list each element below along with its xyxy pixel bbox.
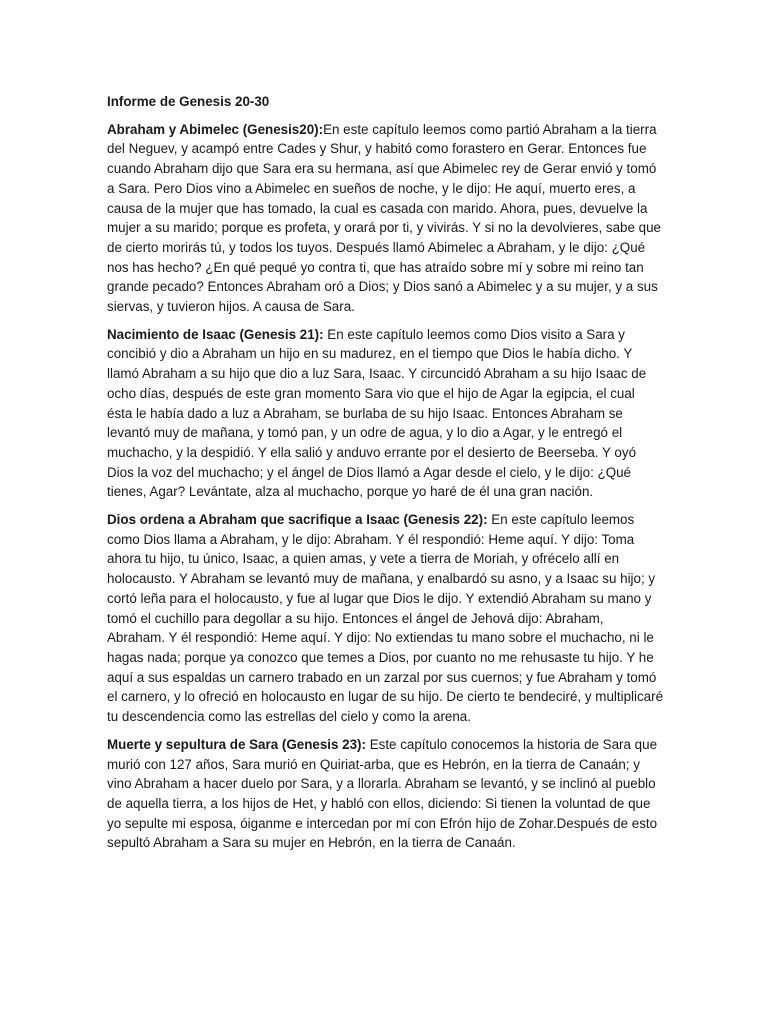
section-heading: Abraham y Abimelec (Genesis20):	[107, 121, 324, 137]
section-body: En este capítulo leemos como partió Abraham a la tierra del Neguev, y acampó entre Cades y Shur, y habitó como forastero en Gerar. Entonces fue cuando Abraham dijo que Sara era su hermana, así que Abimelec rey de Gerar envió y tomó a Sara. Pero Dios vino a Abimelec en sueños de noche, y le dijo: He aquí, muerto eres, a causa de la mujer que has tomado, la cual es casada con marido. Ahora, pues, devuelve la mujer a su marido; porque es profeta, y orará por ti, y vivirás. Y si no la devolvieres, sabe que de cierto morirás tú, y todos los tuyos. Después llamó Abimelec a Abraham, y le dijo: ¿Qué nos has hecho? ¿En qué pequé yo contra ti, que has atraído sobre mí y sobre mi reino tan grande pecado? Entonces Abraham oró a Dios; y Dios sanó a Abimelec y a su mujer, y a sus siervas, y tuvieron hijos. A causa de Sara.	[107, 121, 662, 315]
section-body: Este capítulo conocemos la historia de Sara que murió con 127 años, Sara murió en Quiriat-arba, que es Hebrón, en la tierra de Canaán; y vino Abraham a hacer duelo por Sara, y a llorarla. Abraham se levantó, y se inclinó al pueblo de aquella tierra, a los hijos de Het, y habló con ellos, diciendo: Si tienen la voluntad de que yo sepulte mi esposa, óiganme e intercedan por mí con Efrón hijo de Zohar.Después de esto sepultó Abraham a Sara su mujer en Hebrón, en la tierra de Canaán.	[107, 736, 658, 851]
document-title: Informe de Genesis 20-30	[107, 94, 270, 109]
section-body: En este capítulo leemos como Dios visito a Sara y concibió y dio a Abraham un hijo en su madurez, en el tiempo que Dios le había dicho. Y llamó Abraham a su hijo que dio a luz Sara, Isaac. Y circuncidó Abraham a su hijo Isaac de ocho días, después de este gran momento Sara vio que el hijo de Agar la egipcia, el cual ésta le había dado a luz a Abraham, se burlaba de su hijo Isaac. Entonces Abraham se levantó muy de mañana, y tomó pan, y un odre de agua, y lo dio a Agar, y le entregó el muchacho, y la despidió. Y ella salió y anduvo errante por el desierto de Beerseba. Y oyó Dios la voz del muchacho; y el ángel de Dios llamó a Agar desde el cielo, y le dijo: ¿Qué tienes, Agar? Levántate, alza al muchacho, porque yo haré de él una gran nación.	[107, 326, 647, 500]
section-heading: Dios ordena a Abraham que sacrifique a Isaac (Genesis 22):	[107, 512, 488, 528]
section-sacrificio-isaac	[107, 510, 663, 727]
section-heading: Muerte y sepultura de Sara (Genesis 23):	[107, 736, 366, 752]
document-page	[107, 92, 663, 861]
section-heading: Nacimiento de Isaac (Genesis 21):	[107, 326, 324, 342]
section-abraham-abimelec	[107, 120, 663, 317]
section-nacimiento-isaac	[107, 325, 663, 502]
section-body: En este capítulo leemos como Dios llama a Abraham, y le dijo: Abraham. Y él respondió: Heme aquí. Y dijo: Toma ahora tu hijo, tu único, Isaac, a quien amas, y vete a tierra de Moriah, y ofrécelo allí en holocausto. Y Abraham se levantó muy de mañana, y enalbardó su asno, y a Isaac su hijo; y cortó leña para el holocausto, y fue al lugar que Dios le dijo. Y extendió Abraham su mano y tomó el cuchillo para degollar a su hijo. Entonces el ángel de Jehová dijo: Abraham, Abraham. Y él respondió: Heme aquí. Y dijo: No extiendas tu mano sobre el muchacho, ni le hagas nada; porque ya conozco que temes a Dios, por cuanto no me rehusaste tu hijo. Y he aquí a sus espaldas un carnero trabado en un zarzal por sus cuernos; y fue Abraham y tomó el carnero, y lo ofreció en holocausto en lugar de su hijo. De cierto te bendeciré, y multiplicaré tu descendencia como las estrellas del cielo y como la arena.	[107, 512, 664, 725]
section-muerte-sara	[107, 735, 663, 853]
